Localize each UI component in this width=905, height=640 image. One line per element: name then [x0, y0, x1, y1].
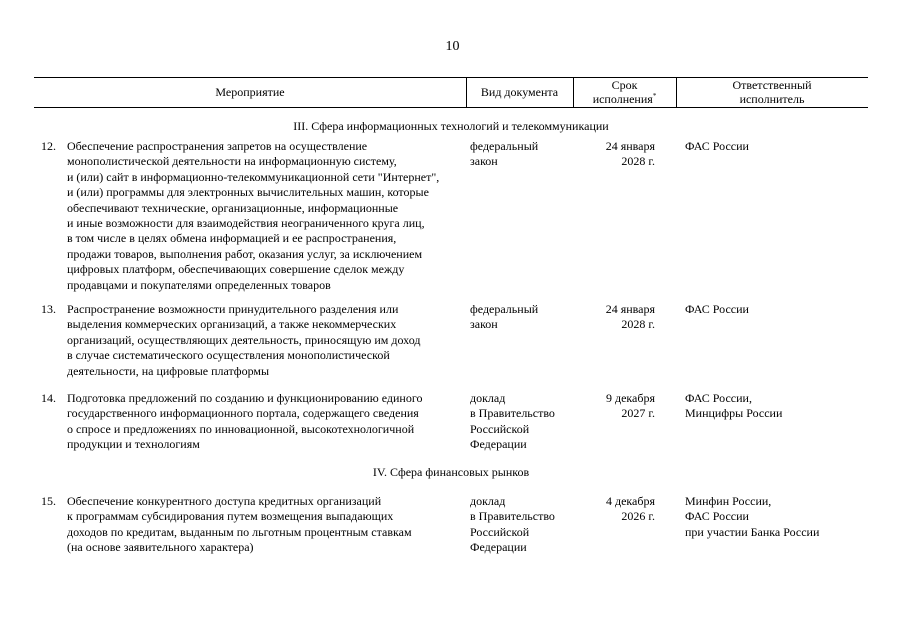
text-line: Обеспечение распространения запретов на осуществление: [67, 139, 368, 153]
text-line: 24 января: [605, 302, 655, 316]
header-responsible-line2: исполнитель: [739, 92, 805, 106]
text-line: закон: [470, 154, 498, 169]
text-line: и иные возможности для взаимодействия неограниченного круга лиц,: [67, 216, 425, 231]
text-line: о спросе и предложениях по инновационной, высокотехнологичной: [67, 421, 415, 436]
text-line: продукции и технологиям: [67, 437, 200, 452]
text-line: в случае систематического осуществления монополистической: [67, 348, 390, 363]
text-line: доклад: [470, 494, 506, 508]
row-document: [470, 139, 538, 170]
text-line: Подготовка предложений по созданию и функционированию единого: [67, 391, 423, 405]
text-line: федеральный: [470, 302, 539, 316]
row-deadline: [575, 494, 655, 525]
header-deadline: [573, 77, 676, 107]
row-responsible: [685, 302, 749, 317]
row-document: [470, 302, 538, 333]
header-deadline-line1: Срок: [611, 78, 638, 92]
text-line: организаций, осуществляющих деятельность, приносящую им доход: [67, 332, 421, 347]
header-deadline-line2-text: исполнения: [592, 92, 653, 106]
section-heading: III. Сфера информационных технологий и телекоммуникации: [293, 119, 609, 133]
text-line: 9 декабря: [605, 391, 655, 405]
footnote-mark: *: [652, 92, 657, 100]
text-line: и (или) программы для электронных вычислительных машин, которые: [67, 185, 429, 200]
text-line: 2028 г.: [621, 317, 655, 332]
row-document: [470, 391, 555, 453]
text-line: (на основе заявительного характера): [67, 540, 254, 555]
row-number: 12.: [41, 139, 56, 153]
text-line: монополистической деятельности на информационную систему,: [67, 154, 397, 169]
text-line: Российской: [470, 524, 530, 539]
text-line: Минцифры России: [685, 406, 783, 421]
header-responsible: [676, 77, 868, 107]
text-line: Федерации: [470, 540, 527, 555]
text-line: 2026 г.: [621, 509, 655, 524]
text-line: доклад: [470, 391, 506, 405]
text-line: 24 января: [605, 139, 655, 153]
row-number: 15.: [41, 494, 56, 508]
text-line: к программам субсидирования путем возмещения выпадающих: [67, 509, 394, 524]
row-responsible: [685, 494, 819, 540]
text-line: обеспечивают технические, организационные, информационные: [67, 200, 399, 215]
text-line: выделения коммерческих организаций, а также некоммерческих: [67, 317, 397, 332]
header-deadline-line2: [593, 92, 657, 106]
header-measure: [34, 77, 466, 107]
text-line: продавцами и покупателями определенных товаров: [67, 277, 331, 292]
text-line: ФАС России: [685, 139, 749, 153]
header-bottom-rule: [34, 107, 868, 108]
text-line: Минфин России,: [685, 494, 772, 508]
row-deadline: [575, 302, 655, 333]
text-line: 2027 г.: [621, 406, 655, 421]
row-measure: [67, 139, 439, 293]
header-measure-label: Мероприятие: [215, 85, 285, 99]
text-line: в Правительство: [470, 406, 555, 421]
text-line: доходов по кредитам, выданным по льготным процентным ставкам: [67, 524, 412, 539]
text-line: при участии Банка России: [685, 524, 820, 539]
text-line: ФАС России,: [685, 391, 752, 405]
text-line: закон: [470, 317, 498, 332]
text-line: деятельности, на цифровые платформы: [67, 363, 270, 378]
page-number: 10: [445, 39, 460, 54]
header-document: [466, 77, 573, 107]
header-responsible-line1: Ответственный: [732, 78, 812, 92]
text-line: ФАС России: [685, 509, 749, 524]
row-measure: [67, 302, 420, 379]
row-number: 14.: [41, 391, 56, 405]
text-line: в том числе в целях обмена информацией и ее распространения,: [67, 231, 397, 246]
text-line: в Правительство: [470, 509, 555, 524]
row-responsible: [685, 391, 782, 422]
row-deadline: [575, 391, 655, 422]
text-line: Распространение возможности принудительного разделения или: [67, 302, 399, 316]
text-line: 2028 г.: [621, 154, 655, 169]
text-line: федеральный: [470, 139, 539, 153]
row-number: 13.: [41, 302, 56, 316]
text-line: и (или) сайт в информационно-телекоммуникационной сети "Интернет",: [67, 169, 440, 184]
text-line: продажи товаров, выполнения работ, оказания услуг, за исключением: [67, 246, 423, 261]
row-document: [470, 494, 555, 556]
text-line: 4 декабря: [605, 494, 655, 508]
text-line: ФАС России: [685, 302, 749, 316]
text-line: Федерации: [470, 437, 527, 452]
row-deadline: [575, 139, 655, 170]
row-measure: [67, 494, 412, 556]
section-heading: IV. Сфера финансовых рынков: [372, 465, 530, 479]
text-line: цифровых платформ, обеспечивающих совершение сделок между: [67, 262, 405, 277]
row-responsible: [685, 139, 749, 154]
text-line: Российской: [470, 421, 530, 436]
text-line: Обеспечение конкурентного доступа кредитных организаций: [67, 494, 382, 508]
header-document-label: Вид документа: [480, 85, 559, 99]
row-measure: [67, 391, 422, 453]
text-line: государственного информационного портала, содержащего сведения: [67, 406, 419, 421]
